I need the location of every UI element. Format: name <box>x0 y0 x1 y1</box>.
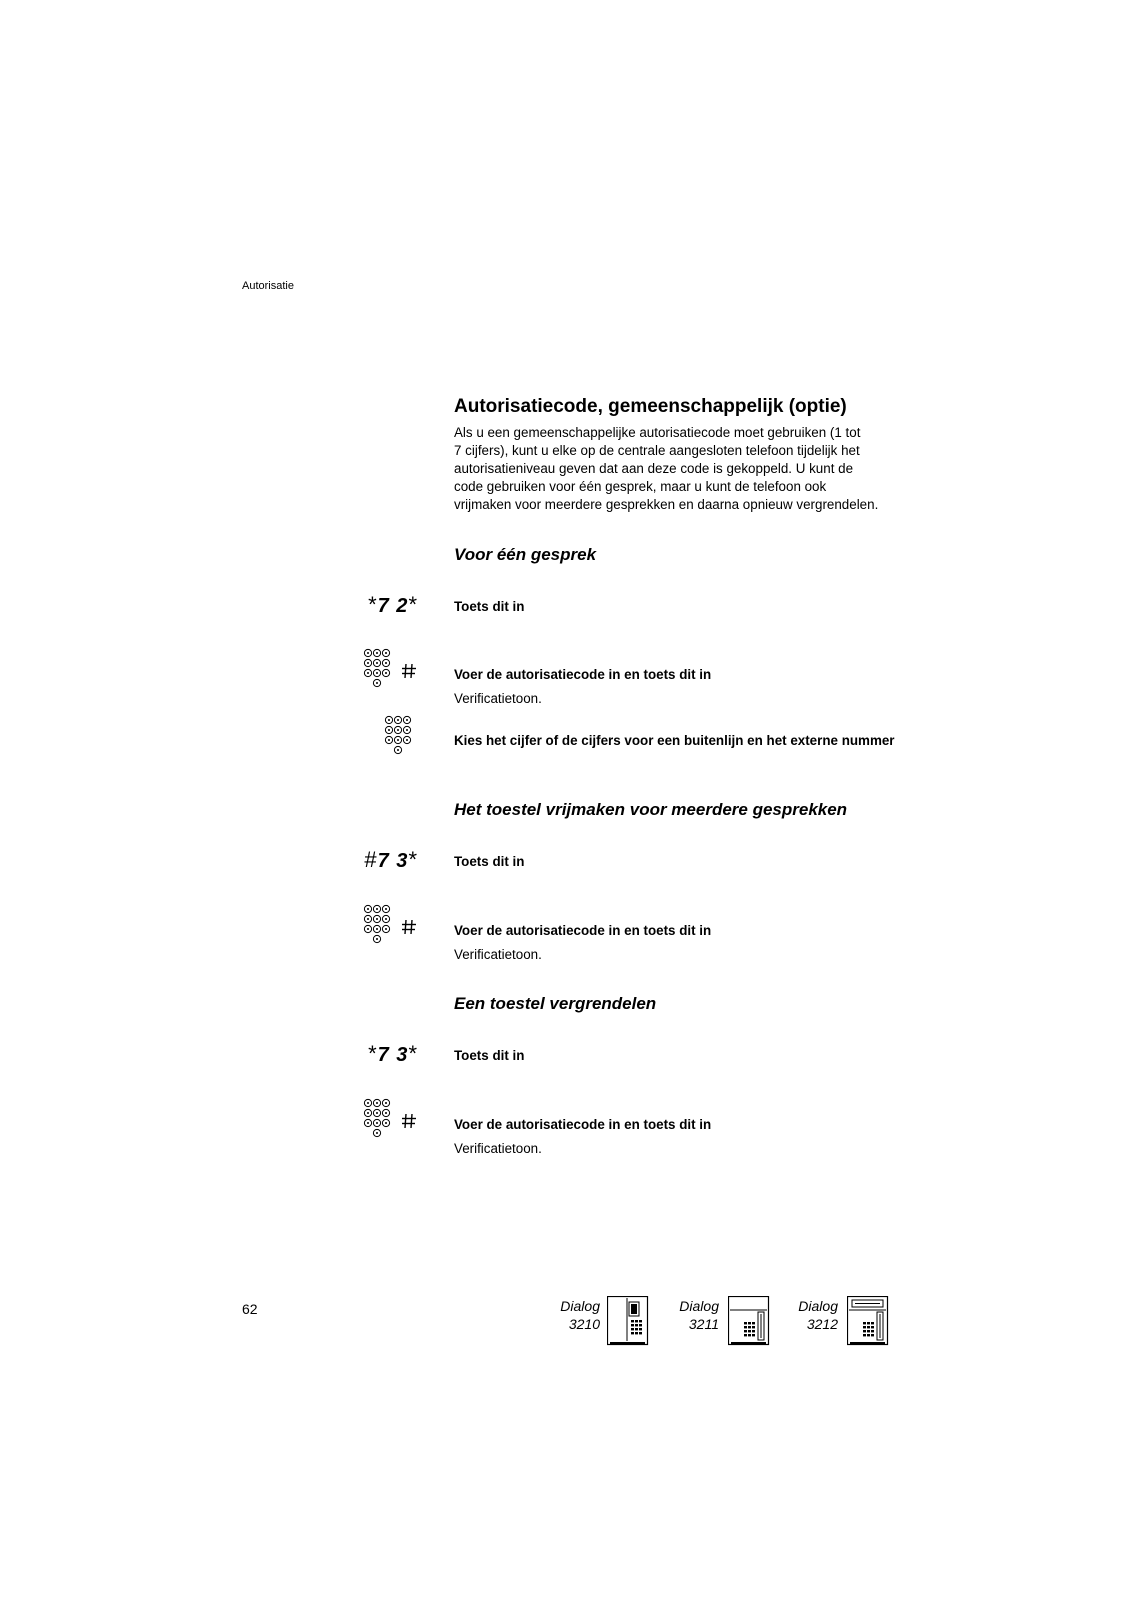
intro-paragraph <box>454 424 899 514</box>
step-instruction: Kies het cijfer of de cijfers voor een buitenlijn en het externe nummer <box>454 733 895 748</box>
section-heading-one-call: Voor één gesprek <box>454 545 597 564</box>
step-instruction: Toets dit in <box>454 1048 525 1063</box>
model-number: 3210 <box>568 1316 600 1332</box>
step-instruction: Voer de autorisatiecode in en toets dit in <box>454 667 712 682</box>
code-prefix: # <box>364 847 378 872</box>
step-instruction: Toets dit in <box>454 854 525 869</box>
phone-3210-icon <box>607 1296 651 1348</box>
keypad-hash-icon <box>363 1098 418 1140</box>
model-name: Dialog <box>560 1298 600 1314</box>
model-label-3210 <box>530 1297 600 1333</box>
step-instruction: Voer de autorisatiecode in en toets dit in <box>454 923 712 938</box>
step-note: Verificatietoon. <box>454 1141 542 1156</box>
intro-line: autorisatieniveau geven dat aan deze code is gekoppeld. U kunt de <box>454 461 854 476</box>
intro-line: 7 cijfers), kunt u elke op de centrale aangesloten telefoon tijdelijk het <box>454 443 860 458</box>
section-heading-unlock-multiple: Het toestel vrijmaken voor meerdere gesprekken <box>454 800 848 819</box>
step-note: Verificatietoon. <box>454 691 542 706</box>
code-prefix: * <box>368 592 378 617</box>
phone-3212-icon <box>847 1296 891 1348</box>
code-digits: 7 3 <box>377 1044 409 1066</box>
keypad-hash-icon <box>363 648 418 690</box>
model-name: Dialog <box>798 1298 838 1314</box>
model-number: 3212 <box>806 1316 838 1332</box>
keypad-hash-icon <box>363 904 418 946</box>
model-name: Dialog <box>679 1298 719 1314</box>
step-instruction: Toets dit in <box>454 599 525 614</box>
model-label-3211 <box>649 1297 719 1333</box>
keypad-icon <box>384 715 414 757</box>
code-suffix: * <box>408 592 418 617</box>
step-instruction: Voer de autorisatiecode in en toets dit in <box>454 1117 712 1132</box>
intro-line: vrijmaken voor meerdere gesprekken en daarna opnieuw vergrendelen. <box>454 497 879 512</box>
model-label-3212 <box>768 1297 838 1333</box>
page-number: 62 <box>242 1301 258 1317</box>
code-hash-73-star <box>340 847 418 873</box>
code-digits: 7 2 <box>377 595 409 617</box>
page-title: Autorisatiecode, gemeenschappelijk (optie) <box>454 396 847 417</box>
code-72-star <box>340 592 418 618</box>
section-label: Autorisatie <box>242 280 294 292</box>
code-suffix: * <box>408 1041 418 1066</box>
intro-line: code gebruiken voor één gesprek, maar u kunt de telefoon ook <box>454 479 827 494</box>
intro-line: Als u een gemeenschappelijke autorisatiecode moet gebruiken (1 tot <box>454 425 861 440</box>
code-suffix: * <box>408 847 418 872</box>
step-note: Verificatietoon. <box>454 947 542 962</box>
code-star-73-star <box>340 1041 418 1067</box>
code-prefix: * <box>368 1041 378 1066</box>
section-heading-lock-phone: Een toestel vergrendelen <box>454 994 657 1013</box>
code-digits: 7 3 <box>377 850 409 872</box>
phone-3211-icon <box>728 1296 772 1348</box>
model-number: 3211 <box>688 1316 719 1332</box>
